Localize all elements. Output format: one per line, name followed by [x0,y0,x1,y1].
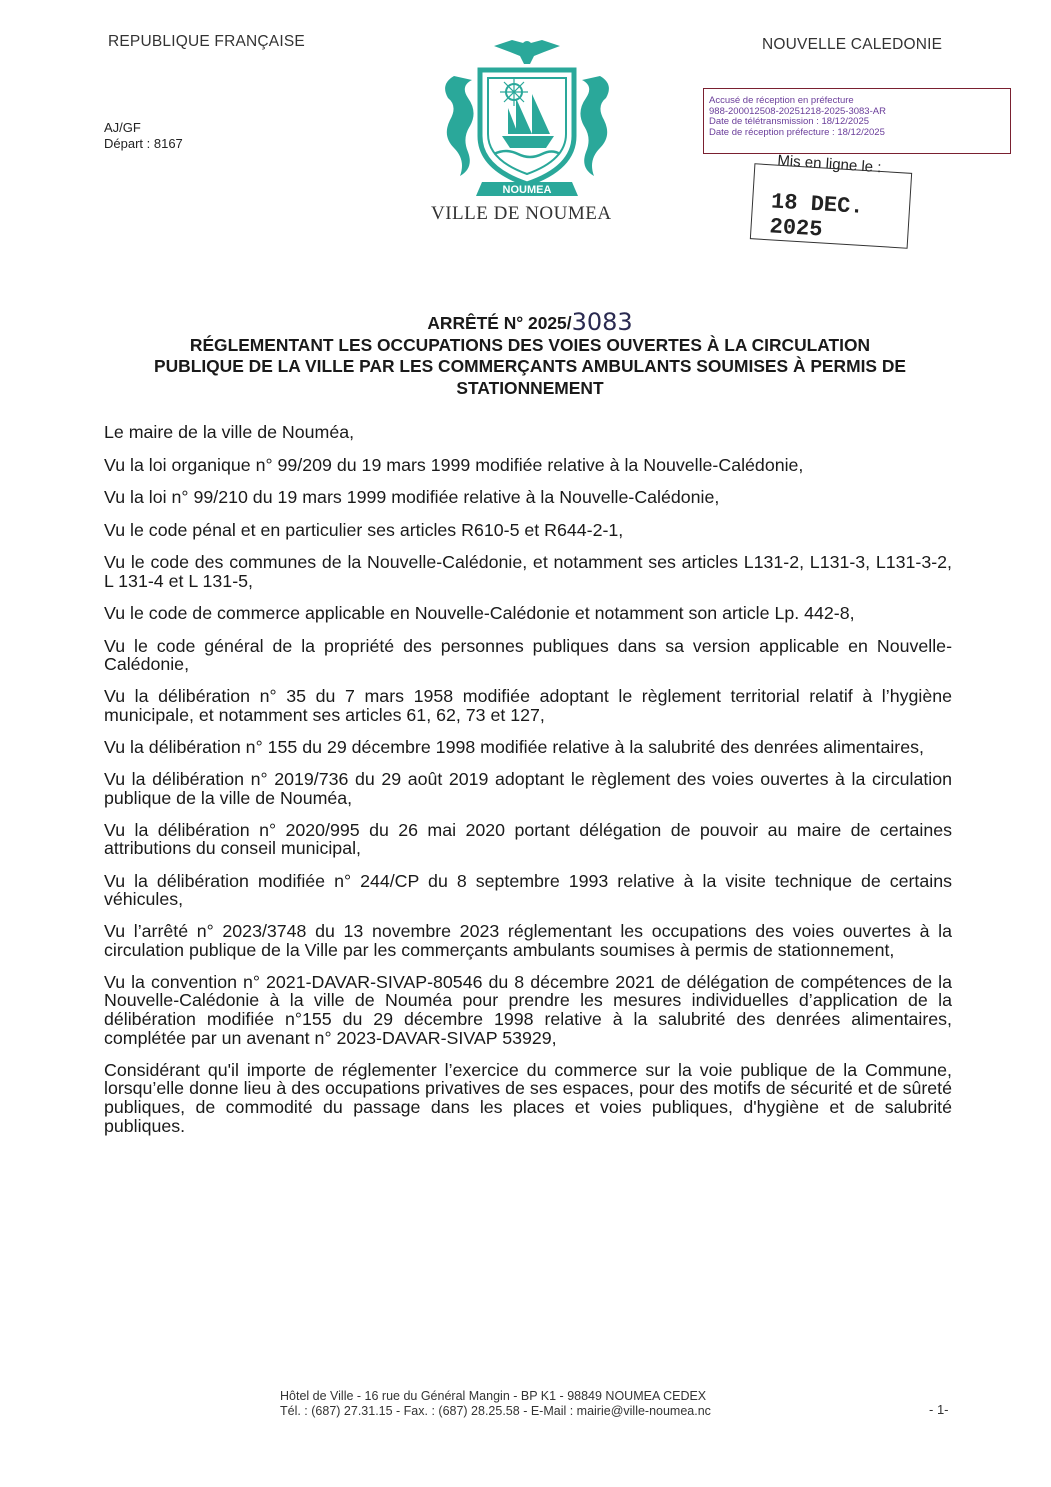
decree-body [104,423,952,1149]
receipt-line: Accusé de réception en préfecture [709,95,854,106]
considering-paragraph: Considérant qu'il importe de réglementer l’exercice du commerce sur la voie publique de la Commune, lorsqu’elle donne lieu à des occupations privatives de ses espaces, pour des motifs de sécurité et de sûreté publiques, de commodité du passage dans les places et voies publiques, d'hygiène et de salubrité publiques. [104,1059,952,1136]
visa-paragraph: Vu la loi organique n° 99/209 du 19 mars 1999 modifiée relative à la Nouvelle-Calédonie, [104,454,804,475]
title-line: RÉGLEMENTANT LES OCCUPATIONS DES VOIES OUVERTES À LA CIRCULATION [189,334,871,355]
prefecture-receipt-box [703,88,1011,154]
stamp-date: 18 DEC. 2025 [768,189,865,243]
visa-paragraph: Vu le code des communes de la Nouvelle-Calédonie, et notamment ses articles L131-2, L131-3, L131-3-2, L 131-4 et L 131-5, [104,552,952,591]
handwritten-number: 3083 [571,308,633,336]
visa-paragraph: Vu la loi n° 99/210 du 19 mars 1999 modifiée relative à la Nouvelle-Calédonie, [104,487,720,508]
decree-number-prefix: ARRÊTÉ N° 2025/ [427,313,572,333]
online-label: Mis en ligne le : [776,152,882,177]
crest-banner-text: NOUMEA [502,184,552,196]
footer-address [280,1389,711,1419]
title-line: STATIONNEMENT [456,377,604,398]
visa-paragraph: Vu la délibération n° 155 du 29 décembre 1998 modifiée relative à la salubrité des denrées alimentaires, [104,737,924,758]
initials: AJ/GF [104,120,141,135]
opening-line: Le maire de la ville de Nouméa, [104,422,355,442]
city-name: VILLE DE NOUMEA [431,203,612,224]
receipt-line: 988-200012508-20251218-2025-3083-AR [709,105,886,117]
receipt-line: Date de télétransmission : 18/12/2025 [709,116,870,127]
receipt-line: Date de réception préfecture : 18/12/2025 [709,126,885,138]
noumea-crest-logo [432,36,622,206]
visa-paragraph: Vu la délibération n° 2019/736 du 29 août 2019 adoptant le règlement des voies ouvertes à la circulation publique de la ville de Nouméa, [104,769,952,808]
footer-line: Hôtel de Ville - 16 rue du Général Mangin - BP K1 - 98849 NOUMEA CEDEX [280,1389,707,1403]
visa-paragraph: Vu la délibération n° 35 du 7 mars 1958 modifiée adoptant le règlement territorial relatif à l’hygiène municipale, et notamment ses articles 61, 62, 73 et 127, [104,686,952,725]
visa-paragraph: Vu le code général de la propriété des personnes publiques dans sa version applicable en Nouvelle-Calédonie, [104,635,952,675]
republic-header: REPUBLIQUE FRANÇAISE [108,33,305,50]
decree-number [427,308,633,336]
departure-number: Départ : 8167 [104,136,183,151]
territory-header: NOUVELLE CALEDONIE [762,36,943,53]
decree-title [95,308,965,399]
visa-paragraph: Vu la délibération modifiée n° 244/CP du 8 septembre 1993 relative à la visite technique de certains véhicules, [104,870,952,910]
footer-line: Tél. : (687) 27.31.15 - Fax. : (687) 28.25.58 - E-Mail : mairie@ville-noumea.nc [280,1404,711,1418]
page-number: - 1- [929,1402,949,1417]
date-stamp [750,163,912,249]
visa-paragraph: Vu la délibération n° 2020/995 du 26 mai 2020 portant délégation de pouvoir au maire de certaines attributions du conseil municipal, [104,819,952,859]
visa-paragraph: Vu le code pénal et en particulier ses articles R610-5 et R644-2-1, [104,519,624,540]
visa-paragraph: Vu l’arrêté n° 2023/3748 du 13 novembre 2023 réglementant les occupations des voies ouvertes à la circulation publique de la Ville par les commerçants ambulants soumises à permis de stationnement, [104,921,952,960]
visa-paragraph: Vu la convention n° 2021-DAVAR-SIVAP-80546 du 8 décembre 2021 de délégation de compétences de la Nouvelle-Calédonie à la ville de Nouméa pour prendre les mesures individuelles d’application de la délibération modifiée n°155 du 29 décembre 1998 relative à la salubrité des denrées alimentaires, complétée par un avenant n° 2023-DAVAR-SIVAP 53929, [104,971,952,1048]
reference-block [104,120,183,152]
visa-paragraph: Vu le code de commerce applicable en Nouvelle-Calédonie et notamment son article Lp. 442-8, [104,603,855,624]
title-line: PUBLIQUE DE LA VILLE PAR LES COMMERÇANTS AMBULANTS SOUMISES À PERMIS DE [153,356,907,376]
